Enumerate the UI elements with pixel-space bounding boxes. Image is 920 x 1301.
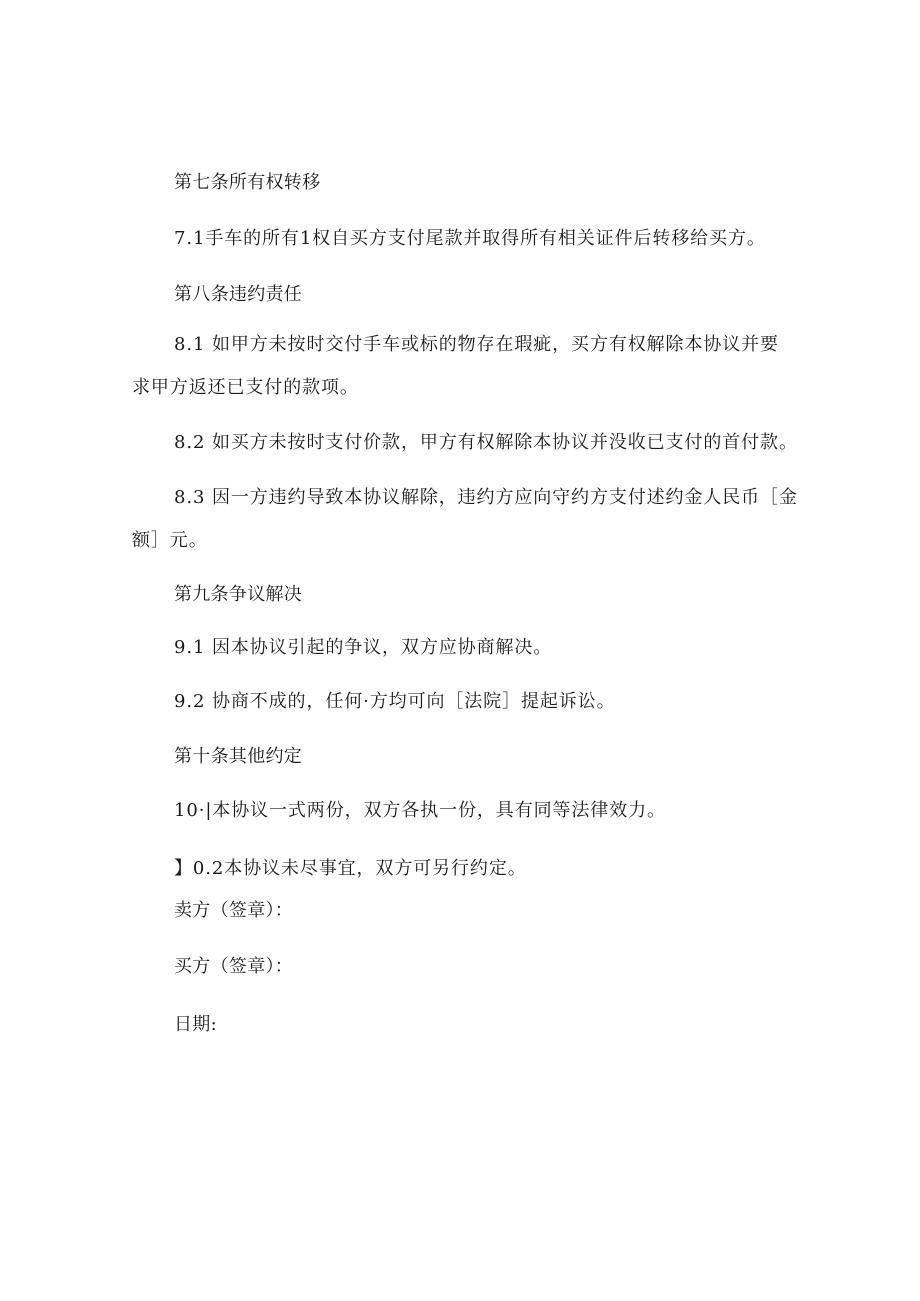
clause-9-2: 9.2 协商不成的，任何·方均可向［法院］提起诉讼。 [174, 691, 616, 712]
article-10-heading: 第十条其他约定 [174, 746, 303, 767]
clause-8-3-line-1: 8.3 因一方违约导致本协议解除，违约方应向守约方支付述约金人民币［金 [174, 487, 798, 508]
clause-7-1: 7.1手车的所有1权自买方支付尾款并取得所有相关证件后转移给买方。 [174, 228, 766, 249]
buyer-signature-label: 买方（签章）： [174, 956, 294, 977]
clause-8-3-line-2: 额］元。 [132, 530, 208, 551]
article-9-heading: 第九条争议解决 [174, 584, 303, 605]
clause-9-1: 9.1 因本协议引起的争议，双方应协商解决。 [174, 637, 553, 658]
article-7-heading: 第七条所有权转移 [174, 172, 321, 193]
clause-8-1-line-2: 求甲方返还已支付的款项。 [132, 377, 359, 398]
date-label: 日期: [174, 1014, 217, 1035]
clause-10-2: 】0.2本协议未尽事宜，双方可另行约定。 [174, 858, 527, 879]
seller-signature-label: 卖方（签章）： [174, 900, 294, 921]
clause-8-1-line-1: 8.1 如甲方未按时交付手车或标的物存在瑕疵，买方有权解除本协议并要 [174, 334, 779, 355]
clause-10-1: 10·|本协议一式两份，双方各执一份，具有同等法律效力。 [174, 800, 666, 821]
article-8-heading: 第八条违约责任 [174, 284, 303, 305]
clause-8-2: 8.2 如买方未按时支付价款，甲方有权解除本协议并没收已支付的首付款。 [174, 432, 798, 453]
